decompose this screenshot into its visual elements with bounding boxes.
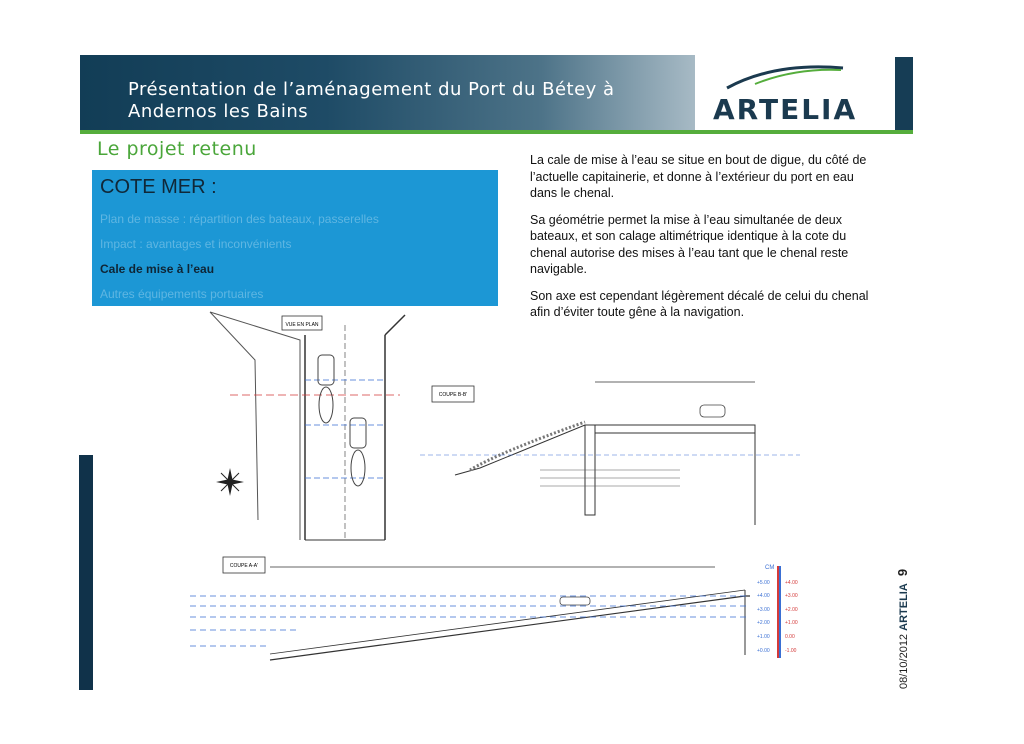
gauge-unit: CM [765, 565, 775, 571]
menu-item-cale: Cale de mise à l’eau [100, 262, 215, 276]
logo-text: ARTELIA [713, 93, 858, 126]
gauge-value: +4.00 [757, 593, 770, 599]
page-number: 9 [895, 568, 910, 577]
gauge-value: +1.00 [757, 634, 770, 640]
page-footer [895, 569, 910, 689]
gauge-value: +2.00 [757, 620, 770, 626]
gauge-value-right: +4.00 [785, 580, 798, 586]
footer-date: 08/10/2012 [898, 633, 910, 689]
compass-rose-icon [216, 468, 244, 496]
gauge-value-right: +1.00 [785, 620, 798, 626]
footer-brand: ARTELIA [898, 583, 910, 631]
tide-gauge [757, 565, 798, 658]
section-bb-label: COUPE B-B' [438, 392, 468, 398]
plan-view-drawing [210, 312, 405, 540]
plan-label: VUE EN PLAN [285, 322, 319, 328]
paragraph-1: La cale de mise à l’eau se situe en bout de digue, du côté de l’actuelle capitainerie, et donne à l’extérieur du port en eau dans le chenal. [530, 153, 867, 200]
gauge-value: +3.00 [757, 607, 770, 613]
page-title: Présentation de l’aménagement du Port du Bétey à Andernos les Bains [128, 79, 615, 122]
section-aa-drawing [190, 557, 750, 660]
menu-heading: COTE MER : [100, 176, 217, 198]
section-aa-label: COUPE A-A' [229, 563, 259, 569]
menu-item-impact: Impact : avantages et inconvénients [100, 237, 292, 251]
gauge-value-right: +2.00 [785, 607, 798, 613]
section-bb-drawing [420, 382, 800, 525]
gauge-value: +0.00 [757, 648, 770, 654]
menu-item-equipements: Autres équipements portuaires [100, 287, 264, 301]
gauge-value: +5.00 [757, 580, 770, 586]
gauge-value-right: 0.00 [785, 634, 795, 640]
paragraph-3: Son axe est cependant légèrement décalé de celui du chenal afin d’éviter toute gêne à la navigation. [530, 288, 869, 319]
menu-item-plan-de-masse: Plan de masse : répartition des bateaux, passerelles [100, 212, 379, 226]
gauge-value-right: +3.00 [785, 593, 798, 599]
paragraph-2: Sa géométrie permet la mise à l’eau simultanée de deux bateaux, et son calage altimétrique identique à la cote du chenal autorise des mises à l’eau tant que le chenal reste navigable. [530, 212, 849, 276]
section-subtitle: Le projet retenu [97, 138, 257, 160]
gauge-value-right: -1.00 [785, 648, 797, 654]
